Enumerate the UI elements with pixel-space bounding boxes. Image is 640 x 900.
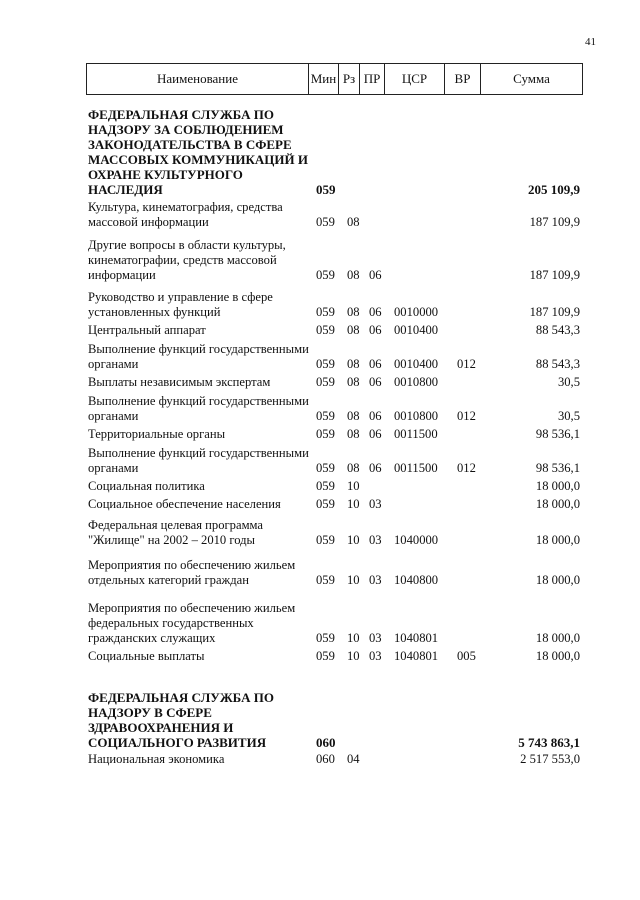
row-name: Выполнение функций государственными органами — [88, 342, 309, 371]
row-name: Выплаты независимым экспертам — [88, 375, 271, 389]
row-min: 059 — [316, 461, 335, 475]
row-pr: 03 — [369, 533, 382, 547]
row-name: Социальные выплаты — [88, 649, 205, 663]
row-min: 059 — [316, 409, 335, 423]
row-name: Территориальные органы — [88, 427, 226, 441]
header-name: Наименование — [87, 64, 309, 94]
table-row — [0, 394, 640, 424]
row-sum: 18 000,0 — [535, 631, 580, 645]
row-name: Мероприятия по обеспечению жильем отдельных категорий граждан — [88, 558, 296, 587]
row-sum: 187 109,9 — [529, 305, 580, 319]
row-sum: 2 517 553,0 — [520, 752, 580, 766]
row-min: 059 — [316, 375, 335, 389]
header-rz: Рз — [339, 64, 360, 94]
row-min: 060 — [316, 735, 336, 750]
row-sum: 30,5 — [557, 409, 580, 423]
row-csr: 0010800 — [394, 409, 439, 423]
row-csr: 0010400 — [394, 357, 439, 371]
row-csr: 1040800 — [394, 573, 439, 587]
row-pr: 06 — [369, 305, 382, 319]
row-name: Мероприятия по обеспечению жильем федеральных государственных гражданских служащих — [88, 601, 296, 645]
row-sum: 205 109,9 — [528, 182, 580, 197]
table-row — [0, 601, 640, 646]
row-csr: 1040801 — [394, 649, 439, 663]
row-csr: 0010000 — [394, 305, 439, 319]
row-rz: 10 — [347, 649, 360, 663]
row-sum: 18 000,0 — [535, 533, 580, 547]
row-min: 059 — [316, 573, 335, 587]
row-min: 059 — [316, 182, 336, 197]
table-row — [0, 518, 640, 548]
header-vr: ВР — [445, 64, 481, 94]
row-rz: 04 — [347, 752, 360, 766]
row-rz: 08 — [347, 323, 360, 337]
row-name: Другие вопросы в области культуры, кинематографии, средств массовой информации — [88, 238, 286, 282]
row-vr: 012 — [457, 409, 476, 423]
row-name: Центральный аппарат — [88, 323, 206, 337]
row-pr: 06 — [369, 427, 382, 441]
row-sum: 98 536,1 — [535, 427, 580, 441]
row-min: 059 — [316, 427, 335, 441]
row-name: Социальное обеспечение населения — [88, 497, 281, 511]
row-csr: 0011500 — [394, 427, 438, 441]
row-min: 059 — [316, 305, 335, 319]
row-vr: 012 — [457, 357, 476, 371]
budget-table-body — [0, 107, 640, 767]
row-pr: 03 — [369, 649, 382, 663]
row-rz: 08 — [347, 461, 360, 475]
row-csr: 0010400 — [394, 323, 439, 337]
row-min: 059 — [316, 268, 335, 282]
row-rz: 08 — [347, 409, 360, 423]
row-csr: 1040801 — [394, 631, 439, 645]
row-name: Социальная политика — [88, 479, 205, 493]
table-row — [0, 238, 640, 283]
table-row — [0, 375, 640, 390]
table-row — [0, 323, 640, 338]
row-rz: 08 — [347, 427, 360, 441]
page-number: 41 — [585, 36, 596, 48]
row-sum: 98 536,1 — [535, 461, 580, 475]
row-csr: 1040000 — [394, 533, 439, 547]
row-min: 059 — [316, 533, 335, 547]
row-sum: 30,5 — [557, 375, 580, 389]
row-vr: 005 — [457, 649, 476, 663]
row-sum: 88 543,3 — [535, 357, 580, 371]
row-name: Руководство и управление в сфере установленных функций — [88, 290, 273, 319]
row-sum: 88 543,3 — [535, 323, 580, 337]
row-pr: 06 — [369, 323, 382, 337]
table-row — [0, 558, 640, 588]
row-min: 059 — [316, 631, 335, 645]
table-row — [0, 290, 640, 320]
table-row — [0, 752, 640, 767]
row-rz: 08 — [347, 268, 360, 282]
row-name: Культура, кинематография, средства массовой информации — [88, 200, 283, 229]
row-rz: 08 — [347, 305, 360, 319]
row-pr: 06 — [369, 357, 382, 371]
row-min: 059 — [316, 323, 335, 337]
row-rz: 10 — [347, 573, 360, 587]
header-csr: ЦСР — [385, 64, 445, 94]
table-row — [0, 649, 640, 664]
row-min: 059 — [316, 357, 335, 371]
row-rz: 08 — [347, 375, 360, 389]
row-rz: 10 — [347, 533, 360, 547]
row-csr: 0010800 — [394, 375, 439, 389]
table-header — [86, 63, 583, 95]
row-sum: 18 000,0 — [535, 573, 580, 587]
row-pr: 03 — [369, 631, 382, 645]
row-sum: 18 000,0 — [535, 649, 580, 663]
table-row — [0, 107, 640, 197]
row-pr: 06 — [369, 409, 382, 423]
row-sum: 5 743 863,1 — [518, 735, 580, 750]
row-sum: 187 109,9 — [529, 215, 580, 229]
row-name: Выполнение функций государственными органами — [88, 394, 309, 423]
row-min: 059 — [316, 215, 335, 229]
row-pr: 06 — [369, 268, 382, 282]
row-vr: 012 — [457, 461, 476, 475]
header-sum: Сумма — [513, 71, 550, 86]
table-row — [0, 479, 640, 494]
table-row — [0, 690, 640, 750]
row-min: 059 — [316, 497, 335, 511]
row-rz: 10 — [347, 479, 360, 493]
row-name: Федеральная целевая программа "Жилище" на 2002 – 2010 годы — [88, 518, 264, 547]
row-sum: 18 000,0 — [535, 479, 580, 493]
row-rz: 08 — [347, 215, 360, 229]
row-pr: 03 — [369, 497, 382, 511]
row-sum: 18 000,0 — [535, 497, 580, 511]
row-min: 059 — [316, 479, 335, 493]
row-pr: 06 — [369, 375, 382, 389]
row-rz: 10 — [347, 497, 360, 511]
table-row — [0, 497, 640, 512]
row-csr: 0011500 — [394, 461, 438, 475]
header-min: Мин — [309, 64, 339, 94]
row-pr: 06 — [369, 461, 382, 475]
row-name: Национальная экономика — [88, 752, 225, 766]
row-name: ФЕДЕРАЛЬНАЯ СЛУЖБА ПО НАДЗОРУ В СФЕРЕ ЗДРАВООХРАНЕНИЯ И СОЦИАЛЬНОГО РАЗВИТИЯ — [88, 690, 274, 750]
header-pr: ПР — [360, 64, 385, 94]
row-name: ФЕДЕРАЛЬНАЯ СЛУЖБА ПО НАДЗОРУ ЗА СОБЛЮДЕНИЕМ ЗАКОНОДАТЕЛЬСТВА В СФЕРЕ МАССОВЫХ КОММУНИКАЦИЙ И ОХРАНЕ КУЛЬТУРНОГО НАСЛЕДИЯ — [88, 107, 309, 197]
table-row — [0, 342, 640, 372]
row-min: 059 — [316, 649, 335, 663]
row-name: Выполнение функций государственными органами — [88, 446, 309, 475]
row-pr: 03 — [369, 573, 382, 587]
table-row — [0, 446, 640, 476]
row-min: 060 — [316, 752, 335, 766]
row-rz: 10 — [347, 631, 360, 645]
row-sum: 187 109,9 — [529, 268, 580, 282]
table-row — [0, 427, 640, 442]
table-row — [0, 200, 640, 230]
row-rz: 08 — [347, 357, 360, 371]
